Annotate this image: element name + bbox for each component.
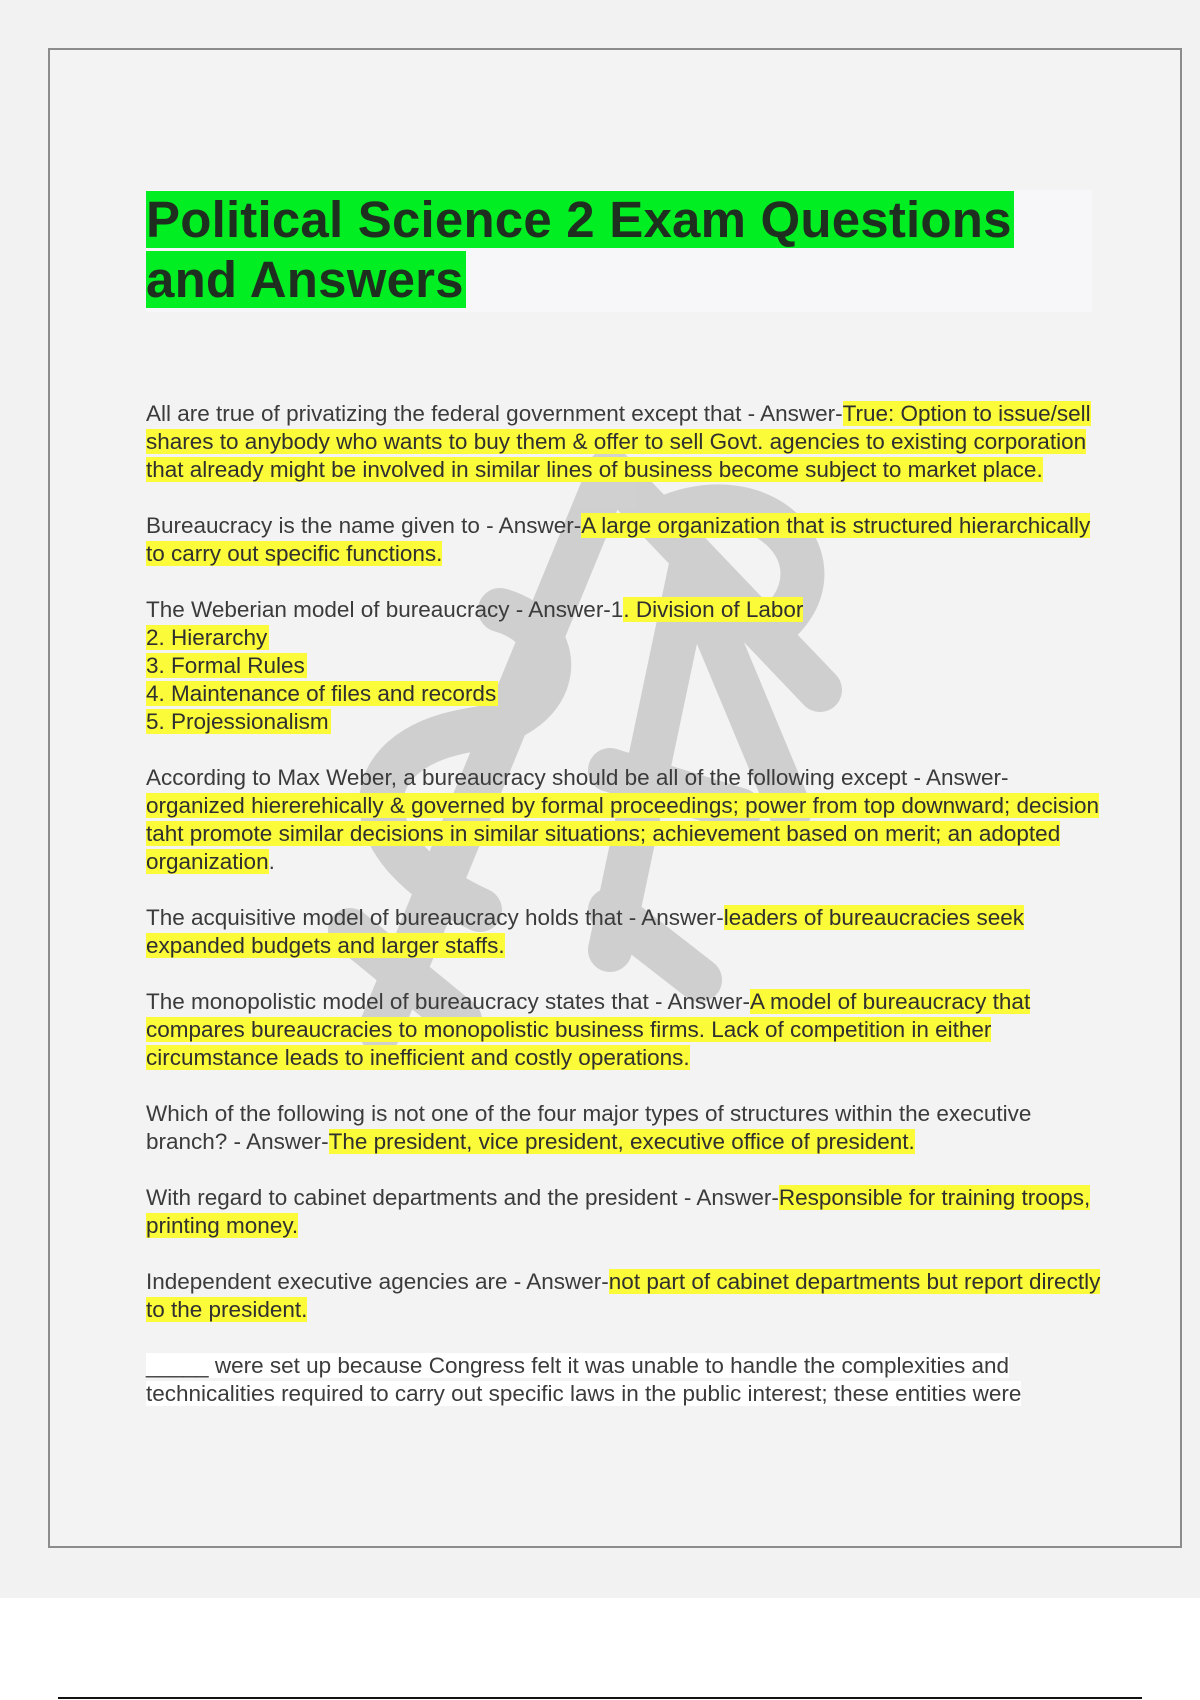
question-text: The monopolistic model of bureaucracy states that - Answer- [146,989,751,1014]
answer-list-line [146,624,1106,652]
page-title [146,190,1136,310]
answer-text: A model of bureaucracy that compares bureaucracies to monopolistic business firms. Lack of competition in either circumstance leads to inefficient and costly operations. [146,989,1031,1070]
title-line-1: Political Science 2 Exam Questions [146,191,1012,248]
title-line-2: and Answers [146,251,464,308]
answer-trailing: . [268,849,275,874]
answer-list-line [146,680,1106,708]
answer-list-line [146,708,1106,736]
question-text: With regard to cabinet departments and the president - Answer- [146,1185,779,1210]
answer-text: Responsible for training troops, printing money. [146,1185,1091,1238]
qa-item [146,512,1106,568]
question-text: All are true of privatizing the federal government except that - Answer- [146,401,843,426]
answer-text: True: Option to issue/sell shares to anybody who wants to buy them & offer to sell Govt. agencies to existing corporation that already might be involved in similar lines of business become subject to market place. [146,401,1091,482]
qa-list [146,400,1106,1436]
qa-item [146,764,1106,876]
title-block [146,190,1136,310]
answer-list-item: 5. Projessionalism [146,709,329,734]
qa-item [146,1100,1106,1156]
document-page [48,48,1182,1548]
answer-list-line [146,652,1106,680]
answer-text: The president, vice president, executive office of president. [328,1129,915,1154]
qa-item [146,400,1106,484]
question-text: Bureaucracy is the name given to - Answer- [146,513,582,538]
answer-list-item: 3. Formal Rules [146,653,305,678]
qa-item [146,988,1106,1072]
answer-text: organized hiererehically & governed by formal proceedings; power from top downward; decision taht promote similar decisions in similar situations; achievement based on merit; an adopted organization [146,793,1100,874]
qa-item [146,904,1106,960]
answer-list-item: 2. Hierarchy [146,625,268,650]
qa-item [146,1352,1106,1408]
answer-text: . Division of Labor [623,597,804,622]
question-text: The acquisitive model of bureaucracy holds that - Answer- [146,905,724,930]
question-text: According to Max Weber, a bureaucracy should be all of the following except - Answer- [146,765,1009,790]
question-text: _____ were set up because Congress felt it was unable to handle the complexities and technicalities required to carry out specific laws in the public interest; these entities were [146,1353,1022,1406]
answer-text: leaders of bureaucracies seek expanded budgets and larger staffs. [146,905,1024,958]
answer-text: not part of cabinet departments but report directly to the president. [146,1269,1101,1322]
qa-item [146,596,1106,736]
bottom-divider [58,1697,1142,1699]
qa-item [146,1184,1106,1240]
qa-item [146,1268,1106,1324]
question-text: The Weberian model of bureaucracy - Answer-1 [146,597,624,622]
answer-text: A large organization that is structured hierarchically to carry out specific functions. [146,513,1091,566]
answer-list-item: 4. Maintenance of files and records [146,681,497,706]
question-text: Which of the following is not one of the four major types of structures within the executive branch? - Answer- [146,1101,1032,1154]
question-text: Independent executive agencies are - Answer- [146,1269,609,1294]
